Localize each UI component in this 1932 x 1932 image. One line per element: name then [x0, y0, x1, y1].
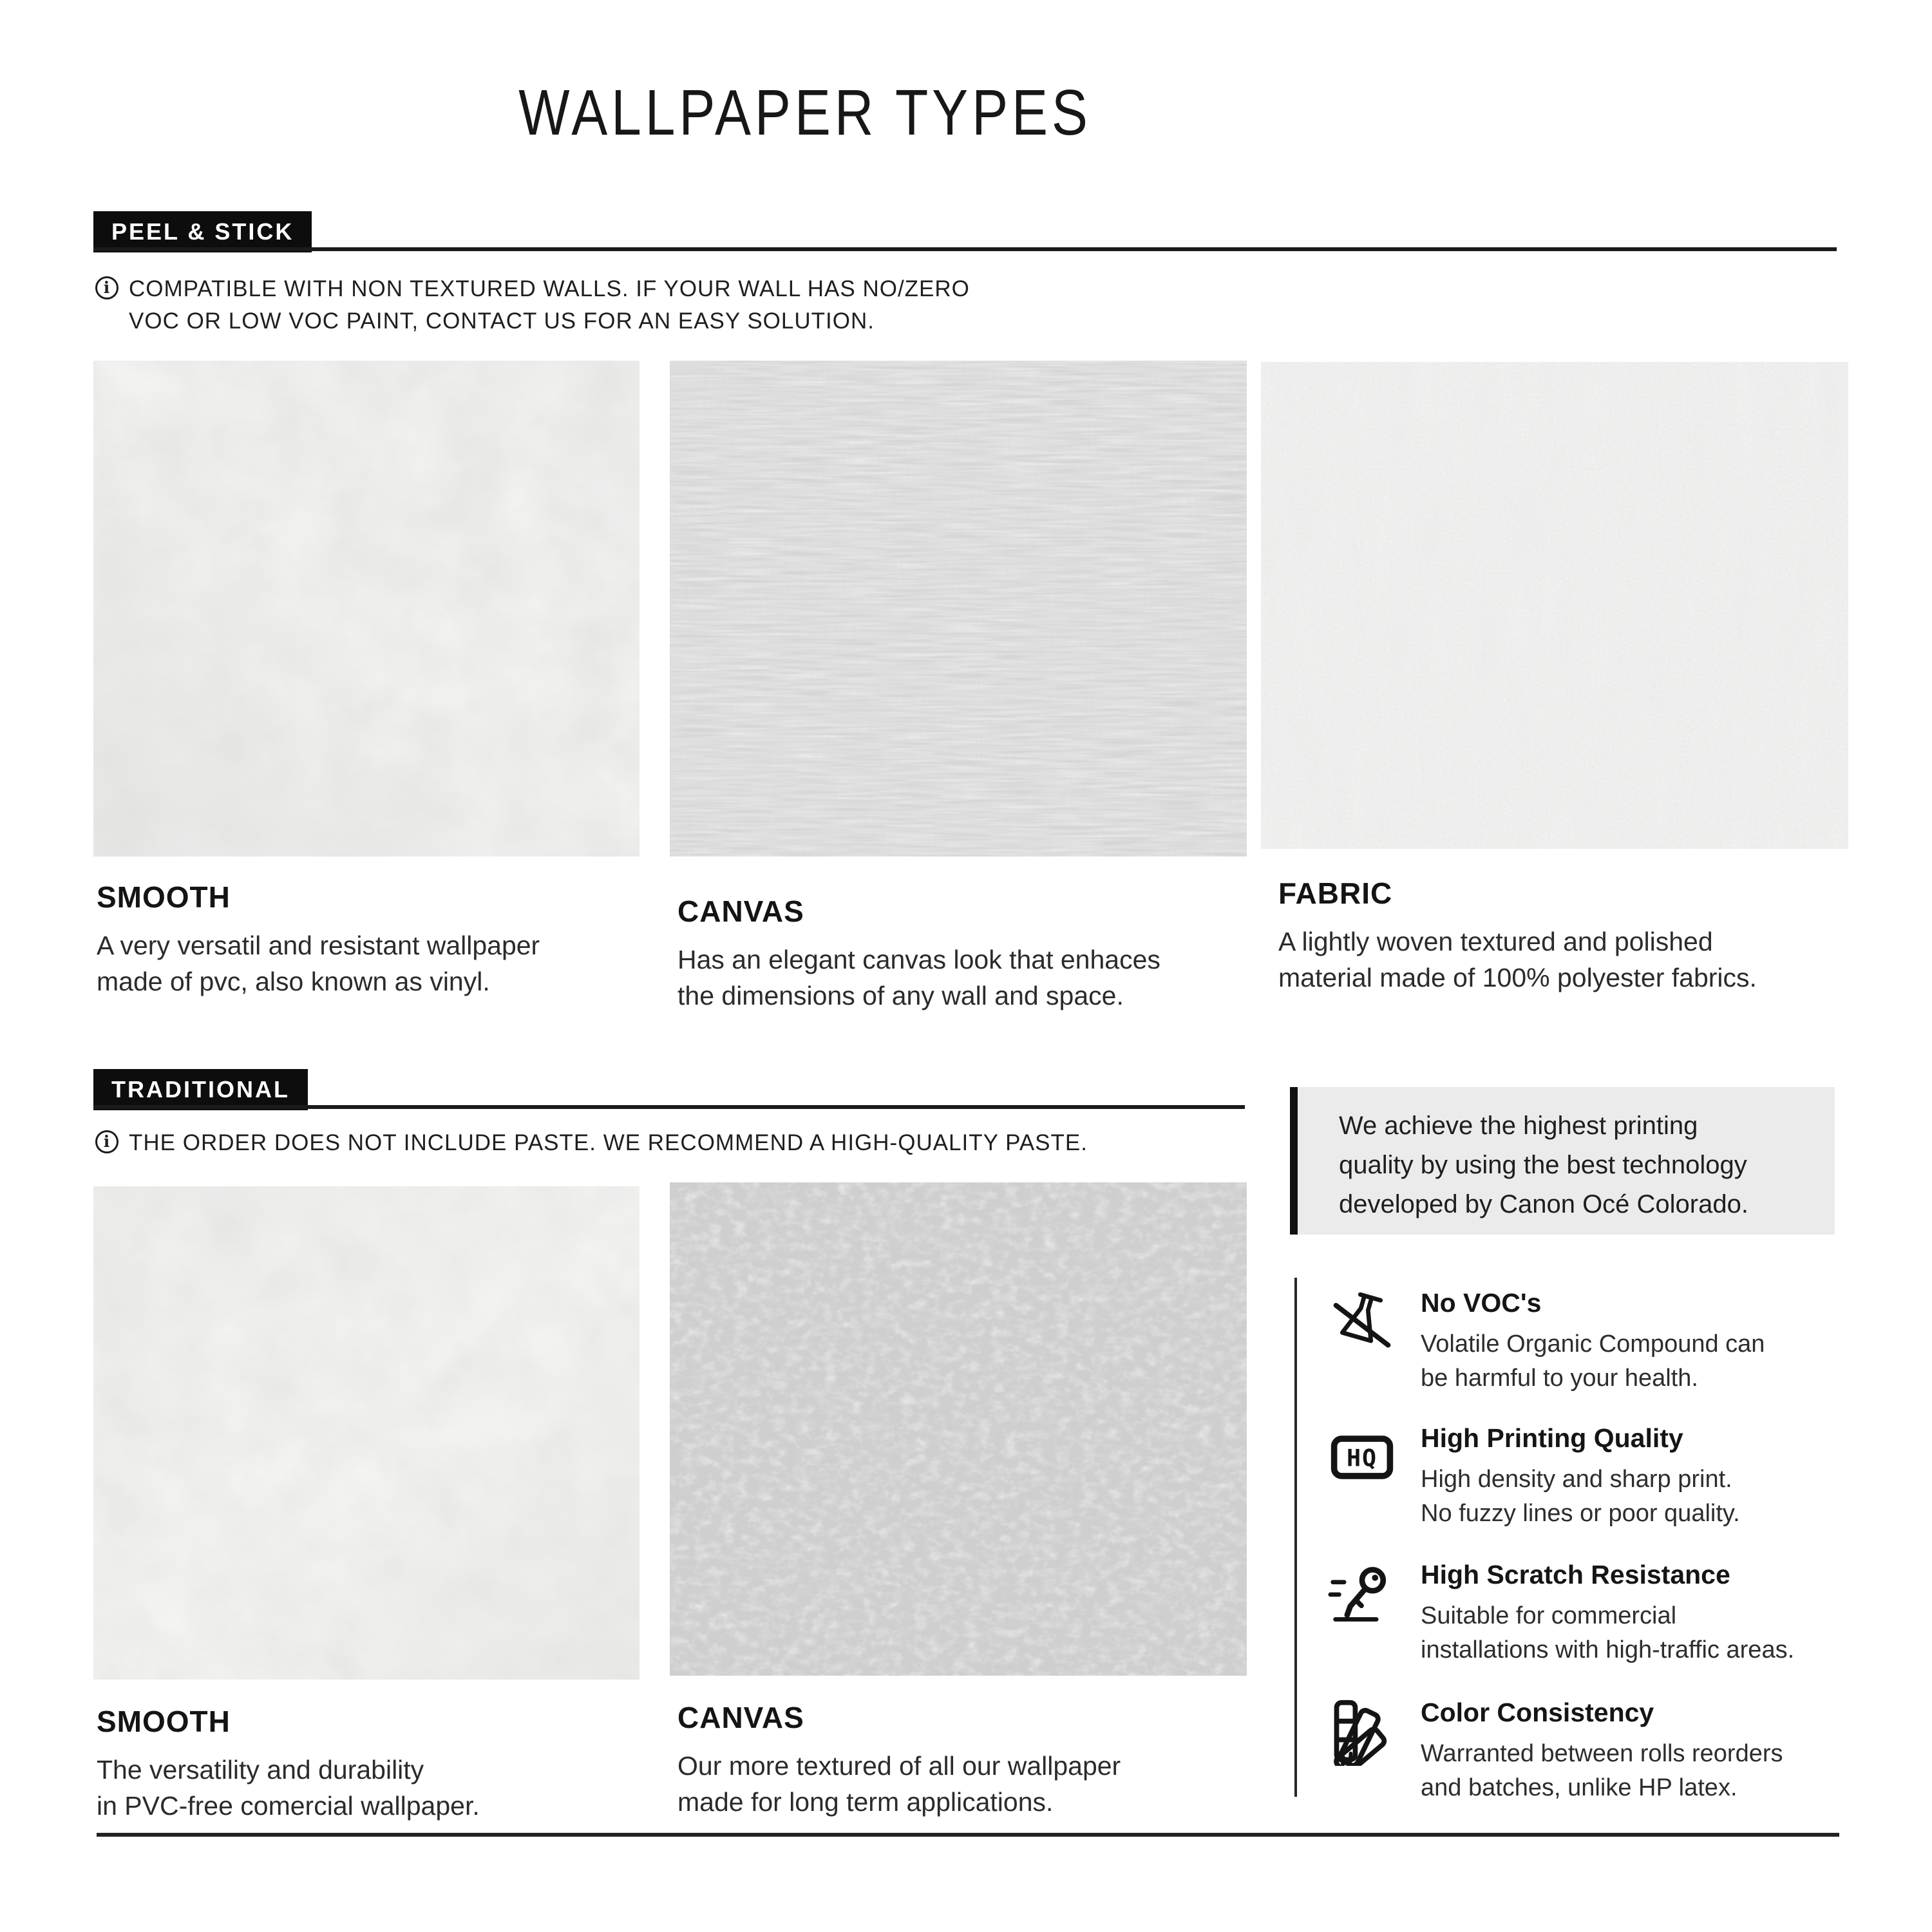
- page-title: WALLPAPER TYPES: [518, 77, 1092, 149]
- desc-line: the dimensions of any wall and space.: [677, 981, 1124, 1010]
- callout-line: We achieve the highest printing: [1339, 1112, 1698, 1140]
- peel-stick-note-text: [129, 273, 970, 337]
- note-line: VOC OR LOW VOC PAINT, CONTACT US FOR AN EASY SOLUTION.: [129, 308, 875, 334]
- traditional-note-text: [129, 1127, 1088, 1159]
- feature-description: [1421, 1737, 1783, 1805]
- hq-badge-icon: [1328, 1423, 1396, 1492]
- desc-line: be harmful to your health.: [1421, 1365, 1698, 1392]
- peel-stick-note: [95, 273, 1100, 337]
- swatch-traditional-canvas: [670, 1182, 1247, 1676]
- swatch-description: [677, 1748, 1121, 1820]
- texture-fabric: [1261, 362, 1848, 849]
- desc-line: No fuzzy lines or poor quality.: [1421, 1500, 1740, 1527]
- swatch-peel-smooth: [93, 361, 639, 857]
- hq-badge-text: HQ: [1347, 1444, 1378, 1472]
- swatch-description: [677, 942, 1160, 1014]
- info-icon: i: [95, 1130, 118, 1153]
- feature-title: Color Consistency: [1421, 1698, 1654, 1727]
- desc-line: Has an elegant canvas look that enhaces: [677, 945, 1160, 974]
- desc-line: installations with high-traffic areas.: [1421, 1636, 1795, 1663]
- desc-line: A very versatil and resistant wallpaper: [97, 931, 540, 960]
- feature-text: [1421, 1423, 1740, 1531]
- caption-peel-canvas: [677, 894, 1160, 1014]
- caption-traditional-smooth: [97, 1704, 480, 1824]
- desc-line: made for long term applications.: [677, 1787, 1054, 1817]
- desc-line: Volatile Organic Compound can: [1421, 1331, 1765, 1358]
- color-swatchbook-icon: [1328, 1698, 1396, 1766]
- feature-no-vocs: [1328, 1288, 1850, 1396]
- no-voc-flask-icon: [1328, 1288, 1396, 1356]
- speed-key-icon: [1328, 1560, 1396, 1628]
- swatch-peel-canvas: [670, 361, 1247, 857]
- section-label-peel-stick: PEEL & STICK: [93, 211, 312, 252]
- swatch-title: SMOOTH: [97, 880, 231, 914]
- feature-description: [1421, 1599, 1794, 1667]
- callout-line: developed by Canon Océ Colorado.: [1339, 1190, 1748, 1218]
- desc-line: and batches, unlike HP latex.: [1421, 1774, 1738, 1801]
- texture-smooth: [93, 1186, 639, 1680]
- feature-description: [1421, 1463, 1740, 1531]
- caption-peel-smooth: [97, 880, 540, 999]
- note-line: THE ORDER DOES NOT INCLUDE PASTE. WE RECOMMEND A HIGH-QUALITY PASTE.: [129, 1130, 1088, 1155]
- feature-title: High Scratch Resistance: [1421, 1560, 1730, 1589]
- feature-high-scratch-resistance: [1328, 1560, 1850, 1667]
- caption-peel-fabric: [1278, 876, 1757, 996]
- swatch-title: CANVAS: [677, 895, 804, 928]
- traditional-note: [95, 1127, 1190, 1159]
- printing-quality-callout: [1290, 1087, 1835, 1235]
- desc-line: Our more textured of all our wallpaper: [677, 1751, 1121, 1781]
- swatch-title: CANVAS: [677, 1701, 804, 1734]
- caption-traditional-canvas: [677, 1700, 1121, 1820]
- bottom-rule: [97, 1833, 1839, 1837]
- traditional-rule: [93, 1105, 1245, 1109]
- feature-title: High Printing Quality: [1421, 1423, 1683, 1453]
- feature-text: [1421, 1288, 1765, 1396]
- texture-canvas: [670, 361, 1247, 857]
- callout-line: quality by using the best technology: [1339, 1151, 1747, 1179]
- desc-line: material made of 100% polyester fabrics.: [1278, 963, 1757, 992]
- note-line: COMPATIBLE WITH NON TEXTURED WALLS. IF YOUR WALL HAS NO/ZERO: [129, 276, 970, 301]
- swatch-description: [1278, 923, 1757, 996]
- swatch-traditional-smooth: [93, 1186, 639, 1680]
- feature-text: [1421, 1698, 1783, 1805]
- desc-line: High density and sharp print.: [1421, 1466, 1732, 1493]
- peel-stick-rule: [93, 247, 1837, 251]
- feature-high-printing-quality: [1328, 1423, 1850, 1531]
- desc-line: The versatility and durability: [97, 1755, 424, 1785]
- desc-line: in PVC-free comercial wallpaper.: [97, 1791, 480, 1821]
- desc-line: Warranted between rolls reorders: [1421, 1740, 1783, 1767]
- texture-canvas-rough: [670, 1182, 1247, 1676]
- feature-color-consistency: [1328, 1698, 1850, 1805]
- texture-smooth: [93, 361, 639, 857]
- feature-title: No VOC's: [1421, 1288, 1542, 1318]
- feature-text: [1421, 1560, 1794, 1667]
- desc-line: made of pvc, also known as vinyl.: [97, 967, 490, 996]
- section-label-traditional: TRADITIONAL: [93, 1069, 308, 1110]
- info-icon: i: [95, 276, 118, 299]
- desc-line: A lightly woven textured and polished: [1278, 927, 1713, 956]
- swatch-title: SMOOTH: [97, 1705, 231, 1738]
- swatch-description: [97, 1752, 480, 1824]
- swatch-title: FABRIC: [1278, 876, 1393, 910]
- feature-description: [1421, 1327, 1765, 1396]
- features-divider-line: [1294, 1278, 1297, 1797]
- desc-line: Suitable for commercial: [1421, 1602, 1677, 1629]
- swatch-peel-fabric: [1261, 362, 1848, 849]
- swatch-description: [97, 927, 540, 999]
